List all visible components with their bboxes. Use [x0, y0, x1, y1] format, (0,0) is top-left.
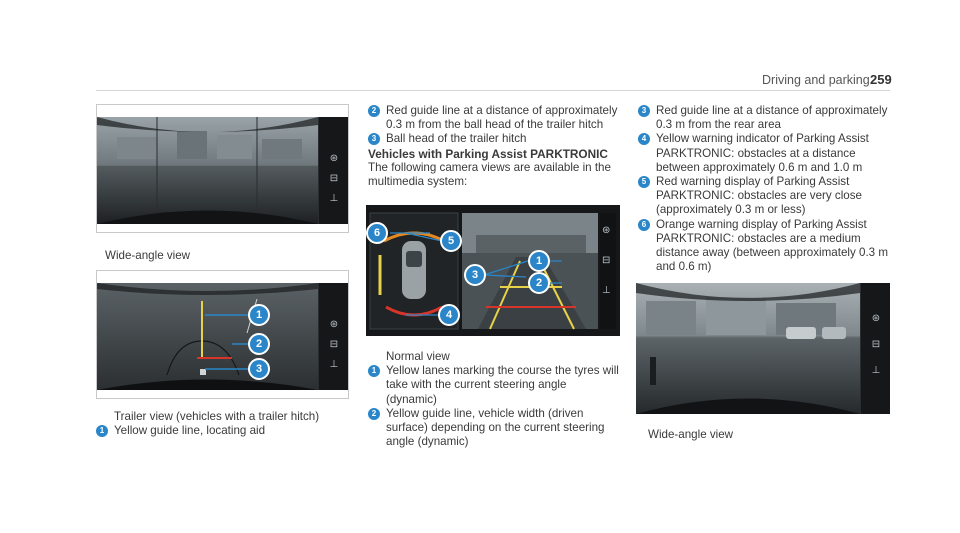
item-text: Yellow guide line, locating aid [114, 424, 266, 438]
figure-wide-angle-1 [96, 104, 349, 233]
trailer-icon[interactable]: ⊥ [329, 359, 339, 370]
list-item [368, 364, 620, 407]
figure-caption: Trailer view (vehicles with a trailer hitch) [114, 410, 320, 423]
item-text: Orange warning display of Parking Assist PARKTRONIC: obstacles are a medium distance away (between approximately 0.3 m and 0.6 m) [656, 217, 888, 274]
item-number: 2 [368, 408, 380, 420]
figure-caption: Wide-angle view [648, 428, 734, 441]
item-number: 1 [96, 425, 108, 437]
item-text: Yellow lanes marking the course the tyres will take with the current steering angle (dynamic) [386, 364, 619, 406]
item-text: Ball head of the trailer hitch [386, 132, 527, 146]
camera-view-icon[interactable]: ⊟ [329, 339, 339, 350]
trailer-icon[interactable]: ⊥ [871, 365, 881, 376]
camera-view-icon[interactable]: ⊟ [602, 255, 611, 266]
callout-4: 4 [438, 304, 460, 326]
trailer-icon[interactable]: ⊥ [602, 285, 611, 296]
item-text: Yellow warning indicator of Parking Assist PARKTRONIC: obstacles at a distance between approximately 0.6 m and 1.0 m [656, 132, 869, 174]
callout-3: 3 [464, 264, 486, 286]
figure-trailer-view [96, 270, 349, 399]
camera-view-icon[interactable]: ⊟ [871, 339, 881, 350]
camera-side-strip [860, 283, 890, 414]
callout-2: 2 [528, 272, 550, 294]
callout-3: 3 [248, 358, 270, 380]
callout-1: 1 [528, 250, 550, 272]
parking-sensor-icon[interactable]: ⊛ [329, 153, 339, 164]
list-item [368, 132, 620, 146]
item-number: 2 [368, 105, 380, 117]
list-item [96, 424, 356, 438]
intro-paragraph: The following camera views are available in the multimedia system: [368, 160, 611, 189]
column-3-text [638, 104, 890, 274]
caption-line [96, 410, 356, 424]
column-2-lower [368, 350, 620, 449]
list-item [638, 132, 890, 175]
item-number: 6 [638, 219, 650, 231]
parking-sensor-icon[interactable]: ⊛ [602, 225, 611, 236]
item-number: 3 [368, 133, 380, 145]
item-number: 3 [638, 105, 650, 117]
item-text: Red guide line at a distance of approximately 0.3 m from the ball head of the trailer hitch [386, 104, 618, 132]
callout-2: 2 [248, 333, 270, 355]
parking-sensor-icon[interactable]: ⊛ [329, 319, 339, 330]
list-item [368, 104, 620, 132]
item-number: 4 [638, 133, 650, 145]
column-2-text [368, 104, 620, 189]
item-text: Red guide line at a distance of approximately 0.3 m from the rear area [656, 104, 888, 132]
page-number: 259 [870, 72, 892, 87]
wide-angle-camera-image [636, 283, 890, 414]
list-item [638, 104, 890, 132]
item-text: Yellow guide line, vehicle width (driven surface) depending on the current steering angle (dynamic) [386, 406, 605, 449]
figure-wide-angle-2 [636, 283, 890, 414]
figure-caption: Normal view [386, 350, 450, 363]
list-item [368, 407, 620, 450]
wide-angle-camera-image [97, 117, 348, 224]
section-heading: Vehicles with Parking Assist PARKTRONIC [368, 146, 608, 161]
header-rule [96, 90, 890, 91]
figure-normal-view [366, 205, 620, 336]
camera-view-icon[interactable]: ⊟ [329, 173, 339, 184]
parking-sensor-icon[interactable]: ⊛ [871, 313, 881, 324]
callout-leaders [97, 283, 348, 390]
camera-side-strip [318, 117, 348, 224]
callout-leaders [366, 205, 620, 336]
callout-5: 5 [440, 230, 462, 252]
figure-caption-block [96, 410, 356, 438]
caption-line [368, 350, 620, 364]
item-text: Red warning display of Parking Assist PARKTRONIC: obstacles are very close (approximately 0.3 m or less) [656, 175, 862, 217]
callout-6: 6 [366, 222, 388, 244]
trailer-icon[interactable]: ⊥ [329, 193, 339, 204]
section-title: Driving and parking [762, 73, 870, 87]
list-item [638, 175, 890, 218]
list-item [638, 218, 890, 275]
camera-screen [636, 283, 890, 414]
item-number: 5 [638, 176, 650, 188]
figure-caption: Wide-angle view [105, 249, 191, 262]
callout-1: 1 [248, 304, 270, 326]
camera-screen [97, 117, 348, 224]
item-number: 1 [368, 365, 380, 377]
